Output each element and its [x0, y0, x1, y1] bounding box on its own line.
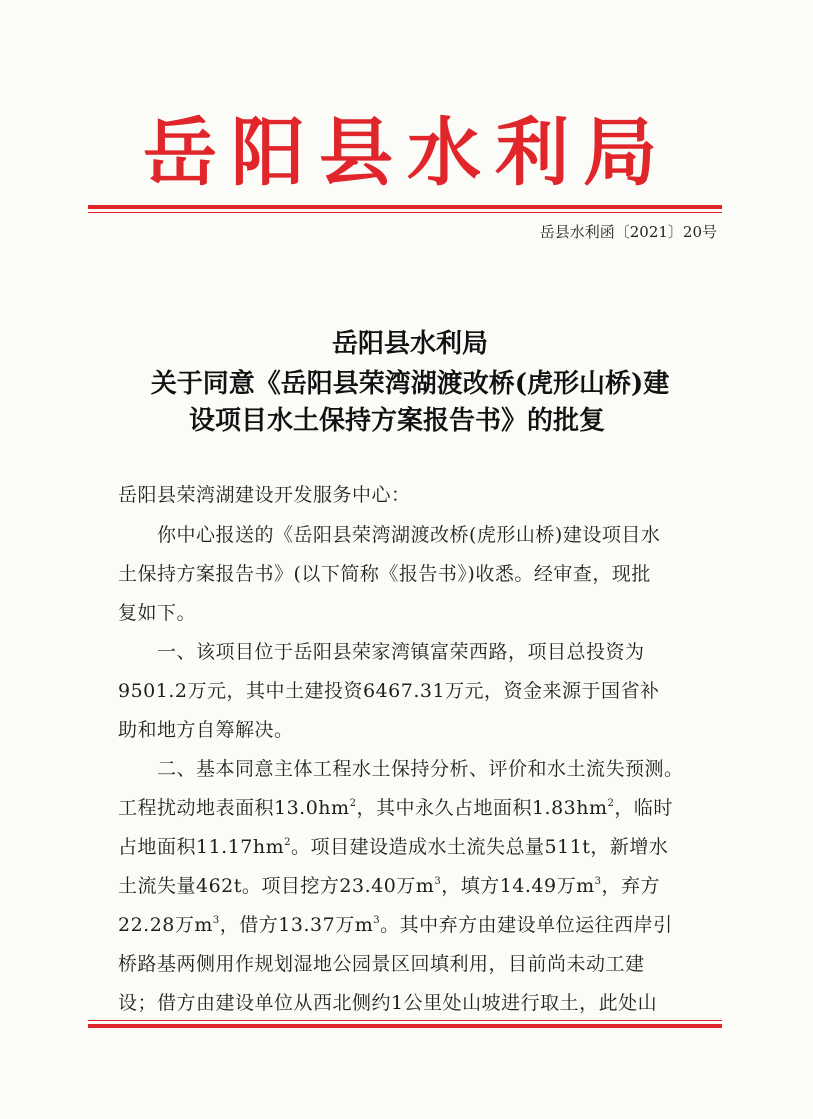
paragraph-1-line-2: 土保持方案报告书》(以下简称《报告书》)收悉。经审查，现批 — [118, 563, 651, 585]
addressee: 岳阳县荣湾湖建设开发服务中心： — [118, 484, 411, 506]
header-divider-thick — [88, 205, 722, 209]
text-span: 占地面积11.17hm — [118, 836, 285, 858]
superscript: 2 — [284, 837, 292, 848]
paragraph-3-line-7: 设；借方由建设单位从西北侧约1公里处山坡进行取土，此处山 — [118, 992, 658, 1014]
paragraph-1-line-3: 复如下。 — [118, 602, 197, 624]
paragraph-3-line-1: 二、基本同意主体工程水土保持分析、评价和水土流失预测。 — [157, 758, 684, 780]
superscript: 3 — [434, 876, 442, 887]
title-line-1: 岳阳县水利局 — [331, 329, 488, 359]
document-number: 岳县水利函〔2021〕20号 — [539, 223, 717, 241]
paragraph-2-line-1: 一、该项目位于岳阳县荣家湾镇富荣西路，项目总投资为 — [157, 641, 645, 663]
title-line-2: 关于同意《岳阳县荣湾湖渡改桥(虎形山桥)建 — [150, 369, 670, 399]
superscript: 3 — [212, 915, 220, 926]
paragraph-3-line-4 — [118, 867, 718, 906]
paragraph-1-line-1: 你中心报送的《岳阳县荣湾湖渡改桥(虎形山桥)建设项目水 — [157, 524, 661, 546]
text-span: 。其中弃方由建设单位运往西岸引 — [380, 914, 673, 936]
paragraph-2-line-3: 助和地方自筹解决。 — [118, 719, 294, 741]
paragraph-3-line-5 — [118, 906, 718, 945]
footer-divider-thick — [88, 1024, 722, 1028]
text-span: 22.28万m — [118, 914, 213, 936]
footer-divider-thin — [88, 1020, 722, 1021]
header-divider-thin — [88, 212, 722, 213]
org-header: 岳阳县水利局 — [143, 110, 671, 196]
paragraph-3-line-2 — [118, 789, 718, 828]
paragraph-2-line-2: 9501.2万元，其中土建投资6467.31万元，资金来源于国省补 — [118, 680, 660, 702]
text-span: ，弃方 — [601, 875, 660, 897]
title-line-3: 设项目水土保持方案报告书》的批复 — [189, 406, 606, 436]
text-span: 工程扰动地表面积13.0hm — [118, 797, 350, 819]
text-span: ，临时 — [614, 797, 673, 819]
text-span: 。项目建设造成水土流失总量511t，新增水 — [291, 836, 669, 858]
paragraph-3-line-6: 桥路基两侧用作规划湿地公园景区回填利用，目前尚未动工建 — [118, 953, 645, 975]
text-span: 土流失量462t。项目挖方23.40万m — [118, 875, 435, 897]
superscript: 2 — [349, 798, 357, 809]
paragraph-3-line-3 — [118, 828, 718, 867]
superscript: 3 — [373, 915, 381, 926]
superscript: 3 — [594, 876, 602, 887]
text-span: ，填方14.49万m — [441, 875, 595, 897]
superscript: 2 — [607, 798, 615, 809]
text-span: ，借方13.37万m — [219, 914, 374, 936]
text-span: ，其中永久占地面积1.83hm — [356, 797, 608, 819]
